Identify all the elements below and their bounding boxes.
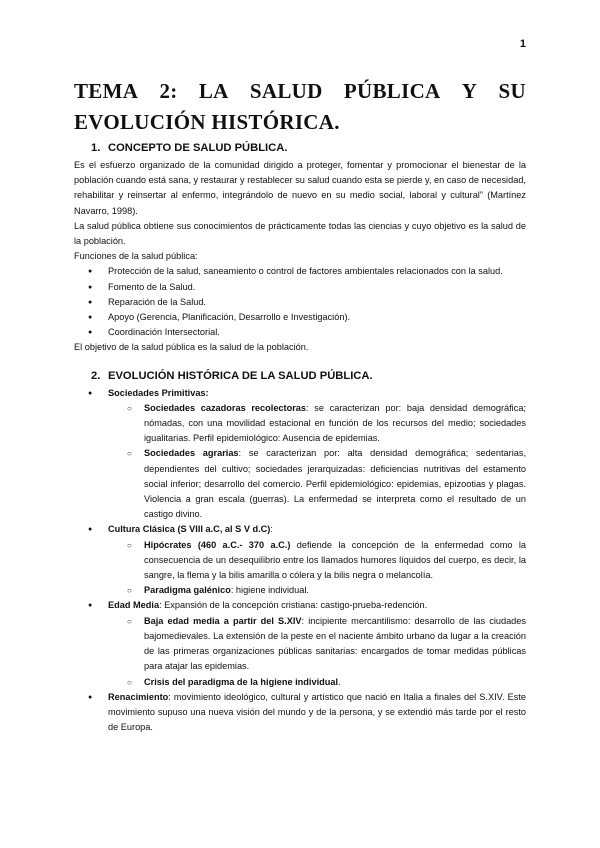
list-item-edad-media — [74, 598, 526, 613]
item-label: Edad Media — [108, 600, 160, 611]
list-item: ● Reparación de la Salud. — [74, 295, 526, 310]
section-heading-text: EVOLUCIÓN HISTÓRICA DE LA SALUD PÚBLICA. — [108, 369, 373, 382]
list-item: ● Coordinación Intersectorial. — [74, 325, 526, 340]
list-item: ● Fomento de la Salud. — [74, 280, 526, 295]
sub-item-cazadoras — [74, 401, 526, 447]
section-heading-evolucion — [91, 368, 526, 384]
sub-item-hipocrates — [74, 538, 526, 584]
item-label: Renacimiento — [108, 691, 169, 702]
document-body — [74, 140, 526, 735]
section-heading-text: CONCEPTO DE SALUD PÚBLICA. — [108, 142, 288, 154]
title-word: LA — [198, 79, 229, 103]
definition-paragraph: Es el esfuerzo organizado de la comunidad dirigido a proteger, fomentar y promocionar el bienestar de la población cuando está sana, y restaurar y restablecer su salud cuando esta se pierde y, en caso de necesidad, rehabilitar y reinsertar al enfermo, integrándolo de nuevo en su medio social, laboral y cultural” (Martínez Navarro, 1998). — [74, 160, 526, 216]
item-text: : se caracterizan por: alta densidad demográfica; sedentarias, dependientes del cultivo; sociedades jerarquizadas: deficiencias nutritivas del estamento social inferior; desarrollo del comercio. Perfil epidemiológico: epidemias, epizootias y plagas. Violencia a gran escala (guerras). La enfermedad se interpreta como el resultado de un castigo divino. — [144, 448, 527, 520]
title-word: SU — [498, 79, 526, 103]
paragraph: La salud pública obtiene sus conocimientos de prácticamente todas las ciencias y cuyo objetivo es la salud de la población. — [74, 220, 526, 247]
list-item: ● Apoyo (Gerencia, Planificación, Desarrollo e Investigación). — [74, 310, 526, 325]
list-item-clasica — [74, 522, 526, 537]
item-label: Sociedades agrarias — [144, 448, 239, 459]
item-text: : incipiente mercantilismo: desarrollo de las ciudades bajomedievales. La extensión de la peste en el naciente ámbito urbano da lugar a la creación de las primeras organizaciones públicas sanitarias: encargados de tomar medidas públicas para atajar las epidemias. — [144, 615, 526, 672]
section-number: 1. — [91, 142, 101, 154]
title-word: TEMA — [74, 79, 139, 103]
title-word: 2: — [159, 79, 178, 103]
item-label: Crisis del paradigma de la higiene individual — [144, 676, 339, 687]
history-list — [74, 386, 526, 736]
item-label: Paradigma galénico — [144, 585, 231, 596]
title-line-2: EVOLUCIÓN HISTÓRICA. — [74, 110, 340, 134]
item-text: defiende la concepción de la enfermedad como la consecuencia de un desequilibrio entre los llamados humores líquidos del cuerpo, es decir, la sangre, la flema y la bilis amarilla o cólera y la bilis negra o melancolía. — [144, 539, 527, 581]
item-label: Hipócrates (460 a.C.- 370 a.C.) — [144, 539, 291, 550]
item-text: : Expansión de la concepción cristiana: castigo-prueba-redención. — [159, 600, 428, 611]
sub-item-agrarias — [74, 446, 526, 522]
title-word: Y — [461, 79, 478, 103]
page-title — [74, 76, 526, 138]
item-label: Cultura Clásica (S VIII a.C, al S V d.C) — [108, 524, 271, 535]
item-text: : se caracterizan por: baja densidad demográfica; nómadas, con una movilidad estacional en función de los recursos del medio; sociedades igualitarias. Perfil epidemiológico: Ausencia de epidemias. — [144, 402, 526, 444]
sub-item-baja-edad-media — [74, 614, 526, 675]
sub-item-galenico — [74, 583, 526, 598]
item-label: Baja edad media a partir del S.XIV — [144, 615, 302, 626]
list-item: ● Protección de la salud, saneamiento o control de factores ambientales relacionados con la salud. — [74, 264, 526, 279]
item-text: . — [338, 676, 341, 687]
title-line-1 — [74, 76, 526, 107]
section-heading-concepto — [91, 140, 526, 156]
item-text: : — [270, 524, 273, 535]
sub-item-crisis — [74, 675, 526, 690]
item-label: Sociedades cazadoras recolectoras — [144, 402, 307, 413]
item-text: : higiene individual. — [230, 585, 309, 596]
section-number: 2. — [91, 369, 101, 382]
title-word: SALUD — [249, 79, 323, 103]
item-text: : movimiento ideológico, cultural y artístico que nació en Italia a finales del S.XIV. Este movimiento supuso una nueva visión del mundo y de la persona, y se extendió más tarde por el resto de Europa. — [108, 691, 526, 733]
item-label: Sociedades Primitivas: — [108, 387, 209, 398]
functions-list — [74, 264, 526, 340]
title-word: PÚBLICA — [343, 79, 441, 103]
functions-intro: Funciones de la salud pública: — [74, 251, 198, 262]
page-number: 1 — [519, 38, 526, 50]
list-item-renacimiento — [74, 690, 526, 736]
list-item-primitivas — [74, 386, 526, 401]
closing-paragraph: El objetivo de la salud pública es la salud de la población. — [74, 342, 309, 353]
